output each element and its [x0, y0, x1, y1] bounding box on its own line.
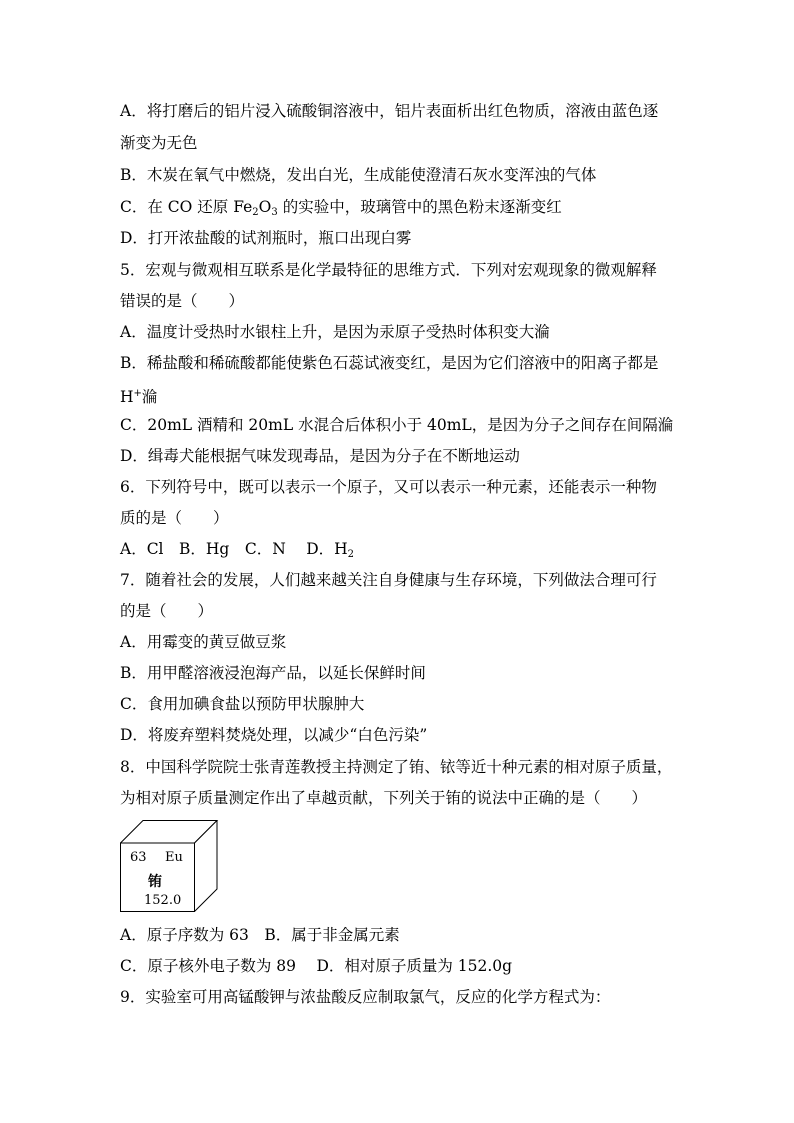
element-symbol: Eu: [165, 850, 183, 865]
q4-option-c-sub1: 2: [252, 207, 259, 218]
q4-option-c: [120, 197, 562, 223]
q7-option-a: A．用霉变的黄豆做豆浆: [120, 633, 287, 651]
q7-option-d: D．将废弃塑料焚烧处理，以减少“白色污染”: [120, 726, 428, 744]
q8-options-ab: A．原子序数为 63 B．属于非金属元素: [120, 926, 400, 944]
q4-option-c-post: 的实验中，玻璃管中的黑色粉末逐渐变红: [277, 198, 562, 216]
element-name: 铕: [148, 874, 162, 890]
q8-stem-line1: 8．中国科学院院士张青莲教授主持测定了铕、铱等近十种元素的相对原子质量，: [120, 758, 673, 776]
q4-option-a-line1: A．将打磨后的铝片浸入硫酸铜溶液中，铝片表面析出红色物质，溶液由蓝色逐: [120, 102, 659, 120]
q6-options-text: A．Cl B．Hg C．N D．H: [120, 540, 348, 558]
element-atomic-mass: 152.0: [144, 893, 182, 908]
q5-option-a: A．温度计受热时水银柱上升，是因为汞原子受热时体积变大溣: [120, 323, 550, 341]
q6-stem-line1: 6．下列符号中，既可以表示一个原子，又可以表示一种元素，还能表示一种物: [120, 478, 657, 496]
q4-option-d: D．打开浓盐酸的试剂瓶时，瓶口出现白雾: [120, 229, 412, 247]
q5-option-b-h: H: [120, 388, 134, 406]
q5-stem-line2: 错误的是（ ）: [120, 292, 245, 310]
q5-option-b-line1: B．稀盐酸和稀硫酸都能使紫色石蕊试液变红，是因为它们溶液中的阳离子都是: [120, 354, 659, 372]
q7-stem-line2: 的是（ ）: [120, 602, 214, 620]
q4-option-b: B．木炭在氧气中燃烧，发出白光，生成能使澄清石灰水变浑浊的气体: [120, 166, 597, 184]
q6-stem-line2: 质的是（ ）: [120, 509, 229, 527]
q7-option-c: C．食用加碘食盐以预防甲状腺肿大: [120, 695, 365, 713]
q7-stem-line1: 7．随着社会的发展，人们越来越关注自身健康与生存环境，下列做法合理可行: [120, 571, 657, 589]
q5-option-c: C．20mL 酒精和 20mL 水混合后体积小于 40mL，是因为分子之间存在间隔溣: [120, 416, 674, 434]
q4-option-c-mid: O: [258, 198, 272, 216]
element-atomic-number: 63: [130, 850, 147, 865]
q4-option-c-sub2: 3: [271, 207, 278, 218]
q8-stem-line2: 为相对原子质量测定作出了卓越贡献，下列关于铕的说法中正确的是（ ）: [120, 789, 648, 807]
q9-stem-line1: 9．实验室可用高锰酸钾与浓盐酸反应制取氯气，反应的化学方程式为：: [120, 988, 611, 1006]
q6-options: [120, 539, 354, 565]
q6-options-sub: 2: [347, 549, 355, 560]
q4-option-a-line2: 渐变为无色: [120, 134, 198, 152]
q8-options-cd: C．原子核外电子数为 89 D．相对原子质量为 152.0g: [120, 957, 513, 975]
q5-option-b-rest: 溣: [141, 388, 158, 406]
q5-option-d: D．缉毒犬能根据气味发现毒品，是因为分子在不断地运动: [120, 447, 520, 465]
q4-option-c-pre: C．在 CO 还原 Fe: [120, 198, 253, 216]
q7-option-b: B．用甲醛溶液浸泡海产品，以延长保鲜时间: [120, 664, 426, 682]
element-card-europium: [120, 820, 220, 912]
q5-option-b-sup: +: [133, 388, 142, 399]
q5-option-b-line2: [120, 384, 157, 407]
q5-stem-line1: 5．宏观与微观相互联系是化学最特征的思维方式．下列对宏观现象的微观解释: [120, 261, 657, 279]
